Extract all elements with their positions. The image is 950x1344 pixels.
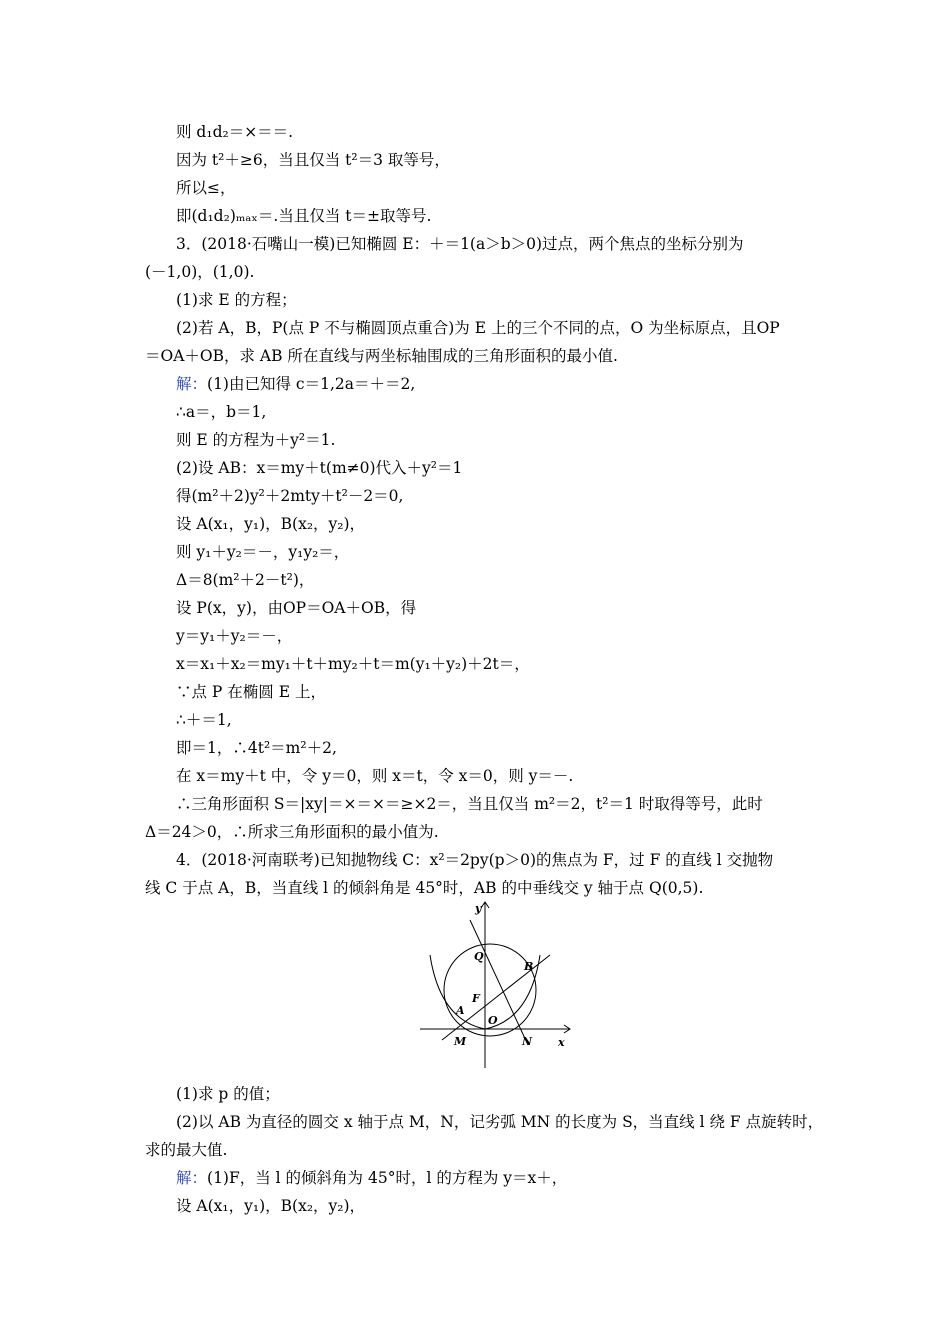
label-m: M (454, 1035, 467, 1048)
parabola-circle-figure (420, 900, 572, 1070)
text-line: 设 P(x，y)，由OP＝OA＋OB，得 (176, 599, 417, 617)
solution-line (0, 374, 950, 394)
label-a: A (456, 1004, 465, 1017)
solution-text: (1)由已知得 c＝1,2a＝＋＝2, (207, 375, 416, 393)
text-line: ∴＋＝1, (176, 711, 232, 729)
text-line: 设 A(x₁，y₁)，B(x₂，y₂)， (176, 515, 366, 533)
text-line: y＝y₁＋y₂＝－， (176, 627, 293, 645)
label-f: F (472, 992, 480, 1005)
text-line: ∴三角形面积 S＝|xy|＝×＝×＝≥×2＝，当且仅当 m²＝2，t²＝1 时取得等号，此时 (176, 795, 763, 813)
text-line: 得(m²＋2)y²＋2mty＋t²－2＝0, (176, 487, 404, 505)
text-line: (1)求 p 的值； (176, 1085, 280, 1103)
text-line: 所以≤， (176, 179, 236, 197)
solution-label: 解： (176, 375, 208, 393)
text-line: 线 C 于点 A，B，当直线 l 的倾斜角是 45°时，AB 的中垂线交 y 轴于点 Q(0,5). (145, 879, 704, 897)
text-line: ∴a＝，b＝1, (176, 403, 267, 421)
text-line: 则 E 的方程为＋y²＝1. (176, 431, 336, 449)
perpendicular-bisector (470, 920, 528, 1045)
label-x: x (558, 1036, 565, 1049)
label-q: Q (474, 950, 484, 963)
text-line: ∵点 P 在椭圆 E 上， (176, 683, 326, 701)
label-y: y (475, 902, 482, 915)
text-line: 求的最大值. (145, 1141, 228, 1159)
problem-4-heading: 4．(2018·河南联考)已知抛物线 C：x²＝2py(p＞0)的焦点为 F，过 F 的直线 l 交抛物 (176, 851, 774, 869)
label-b: B (524, 960, 534, 973)
text-line: Δ＝24＞0，∴所求三角形面积的最小值为. (145, 823, 439, 841)
text-line: ＝OA＋OB，求 AB 所在直线与两坐标轴围成的三角形面积的最小值. (145, 347, 618, 365)
text-line: (1)求 E 的方程； (176, 291, 297, 309)
problem-3-heading: 3．(2018·石嘴山一模)已知椭圆 E：＋＝1(a＞b＞0)过点，两个焦点的坐标分别为 (176, 235, 744, 253)
text-line: 设 A(x₁，y₁)，B(x₂，y₂)， (176, 1197, 366, 1215)
text-line: 则 d₁d₂＝×＝＝. (176, 123, 294, 141)
text-line: 即(d₁d₂)ₘₐₓ＝.当且仅当 t＝±取等号. (176, 207, 432, 225)
text-line: 则 y₁＋y₂＝－，y₁y₂＝， (176, 543, 350, 561)
label-n: N (522, 1035, 533, 1048)
text-line: x＝x₁＋x₂＝my₁＋t＋my₂＋t＝m(y₁＋y₂)＋2t＝， (176, 655, 530, 673)
text-line: (2)以 AB 为直径的圆交 x 轴于点 M，N，记劣弧 MN 的长度为 S，当直线 l 绕 F 点旋转时， (176, 1113, 824, 1131)
text-line: (－1,0)，(1,0). (145, 263, 255, 281)
label-o: O (488, 1014, 498, 1027)
solution-text: (1)F，当 l 的倾斜角为 45°时，l 的方程为 y＝x＋， (207, 1169, 568, 1187)
solution-line (0, 1168, 950, 1188)
text-line: 即＝1，∴4t²＝m²＋2, (176, 739, 337, 757)
solution-label: 解： (176, 1169, 208, 1187)
text-line: 因为 t²＋≥6，当且仅当 t²＝3 取等号， (176, 151, 450, 169)
text-line: (2)设 AB：x＝my＋t(m≠0)代入＋y²＝1 (176, 459, 463, 477)
text-line: 在 x＝my＋t 中，令 y＝0，则 x＝t，令 x＝0，则 y＝－. (176, 767, 574, 785)
line-l (442, 955, 550, 1040)
text-line: Δ＝8(m²＋2－t²)， (176, 571, 315, 589)
text-line: (2)若 A，B，P(点 P 不与椭圆顶点重合)为 E 上的三个不同的点，O 为坐标原点，且OP (176, 319, 780, 337)
